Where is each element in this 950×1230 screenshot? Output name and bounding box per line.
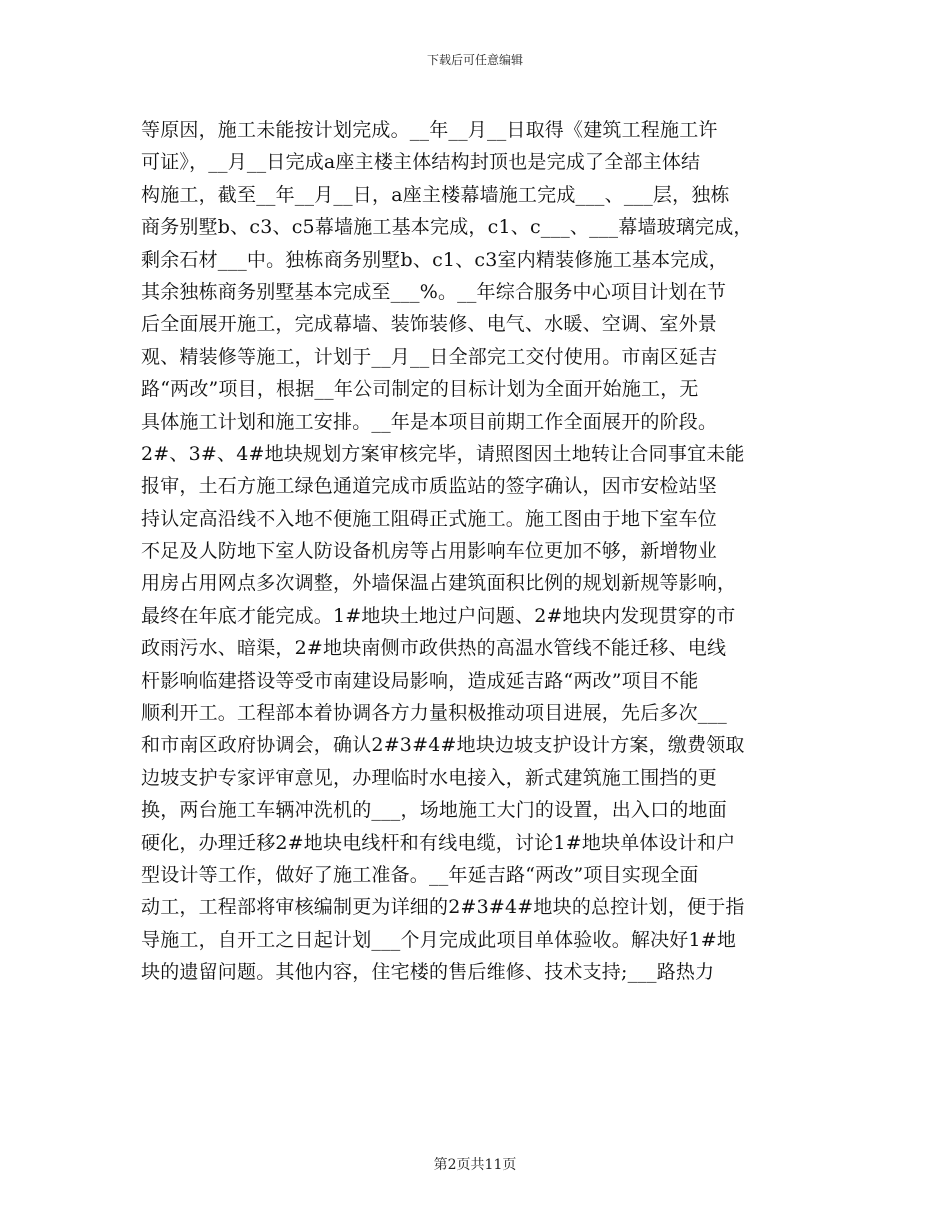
- body-line: 路“两改”项目，根据__年公司制定的目标计划为全面开始施工，无: [141, 378, 699, 401]
- body-line: 硬化，办理迁移2#地块电线杆和有线电缆，讨论1#地块单体设计和户: [141, 831, 736, 854]
- body-line: 具体施工计划和施工安排。__年是本项目前期工作全面展开的阶段。: [141, 410, 718, 433]
- body-line: 报审，土石方施工绿色通道完成市质监站的签字确认，因市安检站坚: [141, 475, 718, 498]
- body-line: 2#、3#、4#地块规划方案审核完毕，请照图因土地转让合同事宜未能: [141, 442, 745, 465]
- body-line: 不足及人防地下室人防设备机房等占用影响车位更加不够，新增物业: [141, 540, 718, 563]
- body-line: 构施工，截至__年__月__日，a座主楼幕墙施工完成___、___层，独栋: [141, 183, 730, 206]
- body-line: 等原因，施工未能按计划完成。__年__月__日取得《建筑工程施工许: [141, 119, 718, 141]
- body-line: 和市南区政府协调会，确认2#3#4#地块边坡支护设计方案，缴费领取: [141, 734, 745, 757]
- body-line: 块的遗留问题。其他内容，住宅楼的售后维修、技术支持;___路热力: [141, 961, 715, 984]
- page-header: 下载后可任意编辑: [426, 53, 523, 67]
- body-line: 边坡支护专家评审意见，办理临时水电接入，新式建筑施工围挡的更: [141, 766, 718, 789]
- body-line: 导施工，自开工之日起计划___个月完成此项目单体验收。解决好1#地: [141, 928, 737, 951]
- body-line: 最终在年底才能完成。1#地块土地过户问题、2#地块内发现贯穿的市: [141, 604, 736, 627]
- page-footer: 第2页共11页: [433, 1157, 517, 1173]
- body-line: 持认定高沿线不入地不便施工阻碍正式施工。施工图由于地下室车位: [141, 507, 718, 530]
- body-line: 型设计等工作，做好了施工准备。__年延吉路“两改”项目实现全面: [141, 863, 699, 886]
- body-line: 商务别墅b、c3、c5幕墙施工基本完成，c1、c___、___幕墙玻璃完成，: [141, 216, 753, 239]
- body-line: 政雨污水、暗渠，2#地块南侧市政供热的高温水管线不能迁移、电线: [141, 637, 727, 660]
- body-line: 换，两台施工车辆冲洗机的___，场地施工大门的设置，出入口的地面: [141, 799, 727, 822]
- body-line: 剩余石材___中。独栋商务别墅b、c1、c3室内精装修施工基本完成，: [141, 248, 728, 271]
- body-line: 顺利开工。工程部本着协调各方力量积极推动项目进展，先后多次___: [141, 702, 727, 725]
- document-body: [141, 114, 821, 989]
- body-line: 动工，工程部将审核编制更为详细的2#3#4#地块的总控计划，便于指: [141, 896, 745, 919]
- body-line: 杆影响临建搭设等受市南建设局影响，造成延吉路“两改”项目不能: [141, 669, 699, 692]
- body-line: 用房占用网点多次调整，外墙保温占建筑面积比例的规划新规等影响，: [141, 572, 737, 595]
- body-line: 其余独栋商务别墅基本完成至___%。__年综合服务中心项目计划在节: [141, 280, 727, 303]
- body-line: 后全面展开施工，完成幕墙、装饰装修、电气、水暖、空调、室外景: [141, 313, 718, 336]
- body-line: 可证》，__月__日完成a座主楼主体结构封顶也是完成了全部主体结: [141, 151, 701, 174]
- body-line: 观、精装修等施工，计划于__月__日全部完工交付使用。市南区延吉: [141, 345, 718, 368]
